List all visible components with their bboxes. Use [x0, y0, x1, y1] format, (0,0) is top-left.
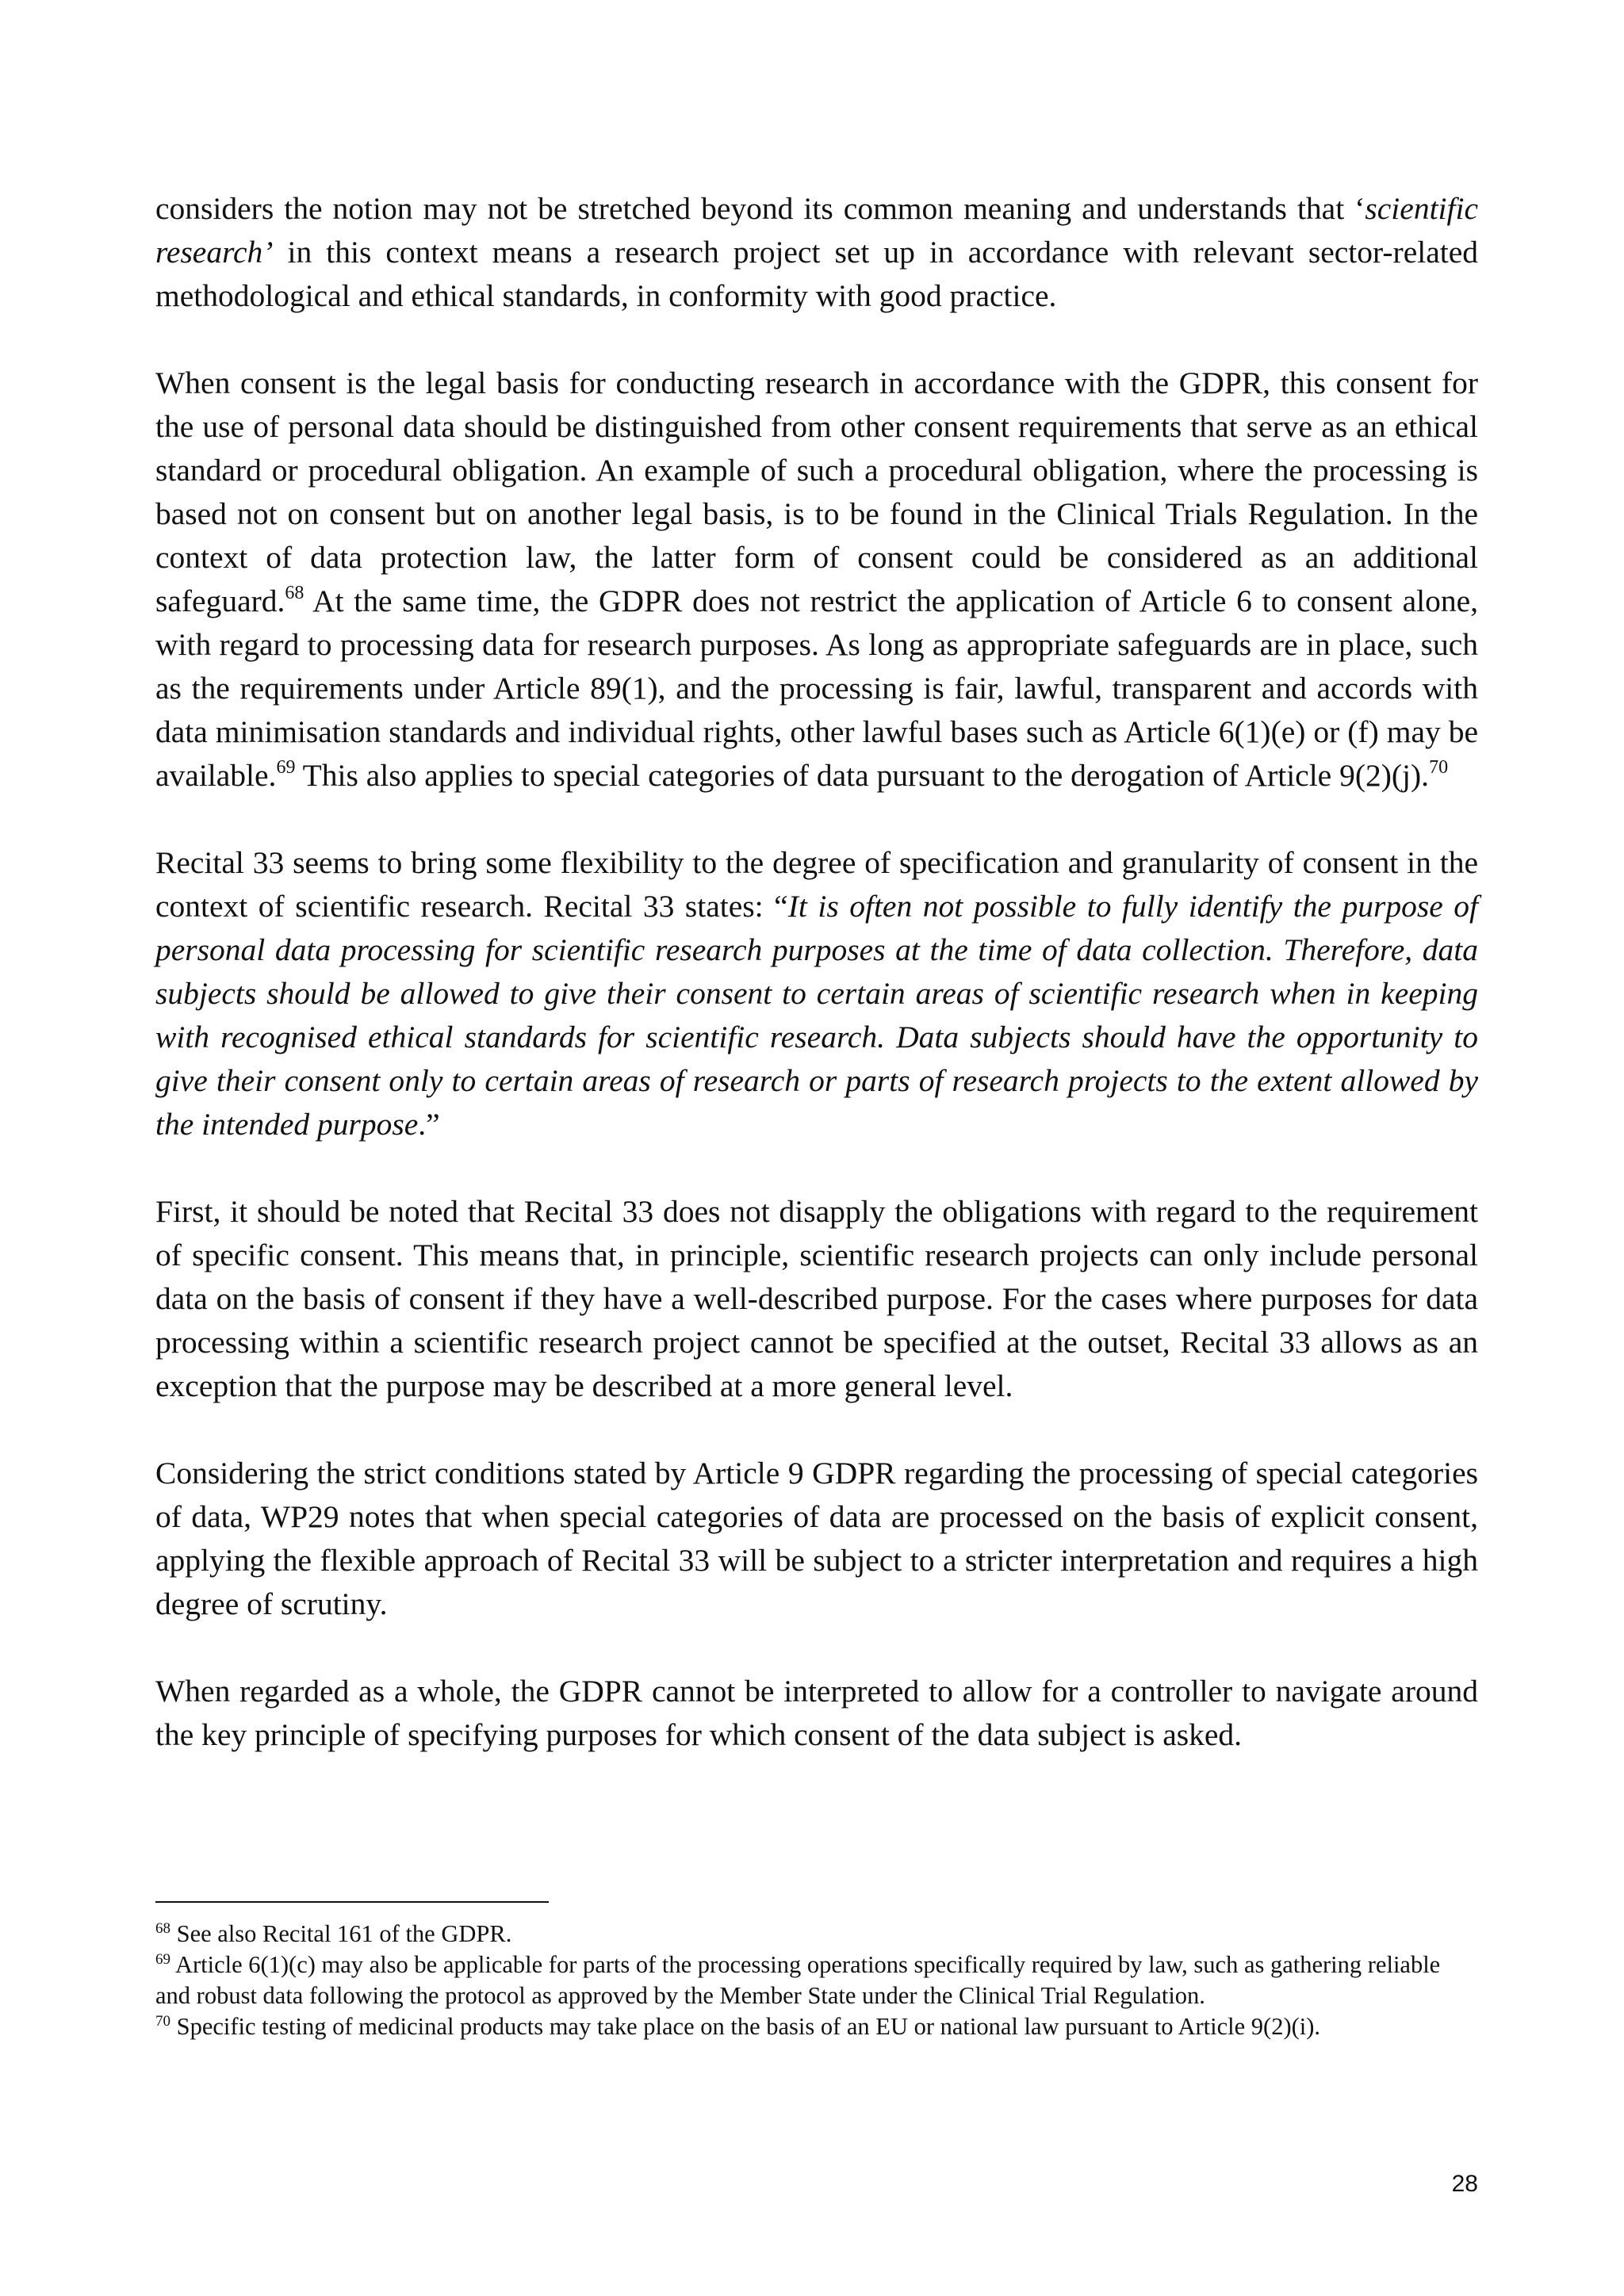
paragraph-text: .” — [418, 1107, 440, 1142]
paragraph-text: considers the notion may not be stretched beyond its common meaning and understands that ‘ — [155, 191, 1365, 226]
page-number: 28 — [1451, 2171, 1478, 2197]
paragraph-scientific-research-meaning — [155, 187, 1478, 318]
paragraph-conclusion: When regarded as a whole, the GDPR cannot be interpreted to allow for a controller to navigate around the key principle of specifying purposes for which consent of the data subject is asked. — [155, 1674, 1478, 1752]
footnotes — [155, 1919, 1478, 2042]
paragraph-consent-legal-basis — [155, 362, 1478, 798]
footnote-text: Article 6(1)(c) may also be applicable for parts of the processing operations specifically required by law, such as gathering reliable and robust data following the protocol as approved by the Member State under the Clinical Trial Regulation. — [155, 1951, 1441, 2009]
footnote-number: 70 — [155, 2013, 170, 2030]
footnote-ref-69[interactable]: 69 — [276, 757, 296, 778]
paragraph-specific-consent: First, it should be noted that Recital 33 does not disapply the obligations with regard to the requirement of specific consent. This means that, in principle, scientific research projects can only include personal data on the basis of consent if they have a well-described purpose. For the cases where purposes for data processing within a scientific research project cannot be specified at the outset, Recital 33 allows as an exception that the purpose may be described at a more general level. — [155, 1194, 1478, 1403]
footnote-69 — [155, 1950, 1478, 2011]
footnote-text: Specific testing of medicinal products may take place on the basis of an EU or national law pursuant to Article 9(2)(i). — [170, 2013, 1321, 2040]
italic-term: scientific research’ — [155, 191, 1478, 270]
paragraph-text: in this context means a research project set up in accordance with relevant sector-related methodological and ethical standards, in conformity with good practice. — [155, 235, 1478, 313]
footnote-number: 68 — [155, 1920, 170, 1937]
footnote-68 — [155, 1919, 1478, 1950]
footnote-70 — [155, 2011, 1478, 2042]
paragraph-text: When consent is the legal basis for conducting research in accordance with the GDPR, this consent for the use of personal data should be distinguished from other consent requirements that serve as an ethical standard or procedural obligation. An example of such a procedural obligation, where the processing is based not on consent but on another legal basis, is to be found in the Clinical Trials Regulation. In the context of data protection law, the latter form of consent could be considered as an additional safeguard. — [155, 365, 1478, 618]
footnote-ref-68[interactable]: 68 — [285, 583, 304, 603]
paragraph-text: At the same time, the GDPR does not restrict the application of Article 6 to consent alone, with regard to processing data for research purposes. As long as appropriate safeguards are in place, such as the requirements under Article 89(1), and the processing is fair, lawful, transparent and accords with data minimisation standards and individual rights, other lawful bases such as Article 6(1)(e) or (f) may be available. — [155, 584, 1478, 793]
footnote-number: 69 — [155, 1951, 170, 1968]
body-text — [155, 187, 1478, 1800]
footnote-ref-70[interactable]: 70 — [1429, 757, 1449, 778]
paragraph-special-categories: Considering the strict conditions stated by Article 9 GDPR regarding the processing of special categories of data, WP29 notes that when special categories of data are processed on the basis of explicit consent, applying the flexible approach of Recital 33 will be subject to a stricter interpretation and requires a high degree of scrutiny. — [155, 1456, 1478, 1621]
recital-33-quote: It is often not possible to fully identify the purpose of personal data processing for scientific research purposes at the time of data collection. Therefore, data subjects should be allowed to give their consent to certain areas of scientific research when in keeping with recognised ethical standards for scientific research. Data subjects should have the opportunity to give their consent only to certain areas of research or parts of research projects to the extent allowed by the intended purpose — [155, 889, 1478, 1142]
footnote-text: See also Recital 161 of the GDPR. — [170, 1920, 512, 1947]
paragraph-text: Recital 33 seems to bring some flexibility to the degree of specification and granularity of consent in the context of scientific research. Recital 33 states: “ — [155, 845, 1478, 924]
paragraph-recital-33 — [155, 841, 1478, 1146]
footnote-divider — [155, 1901, 549, 1903]
paragraph-text: This also applies to special categories of data pursuant to the derogation of Article 9(2)(j). — [295, 758, 1430, 793]
